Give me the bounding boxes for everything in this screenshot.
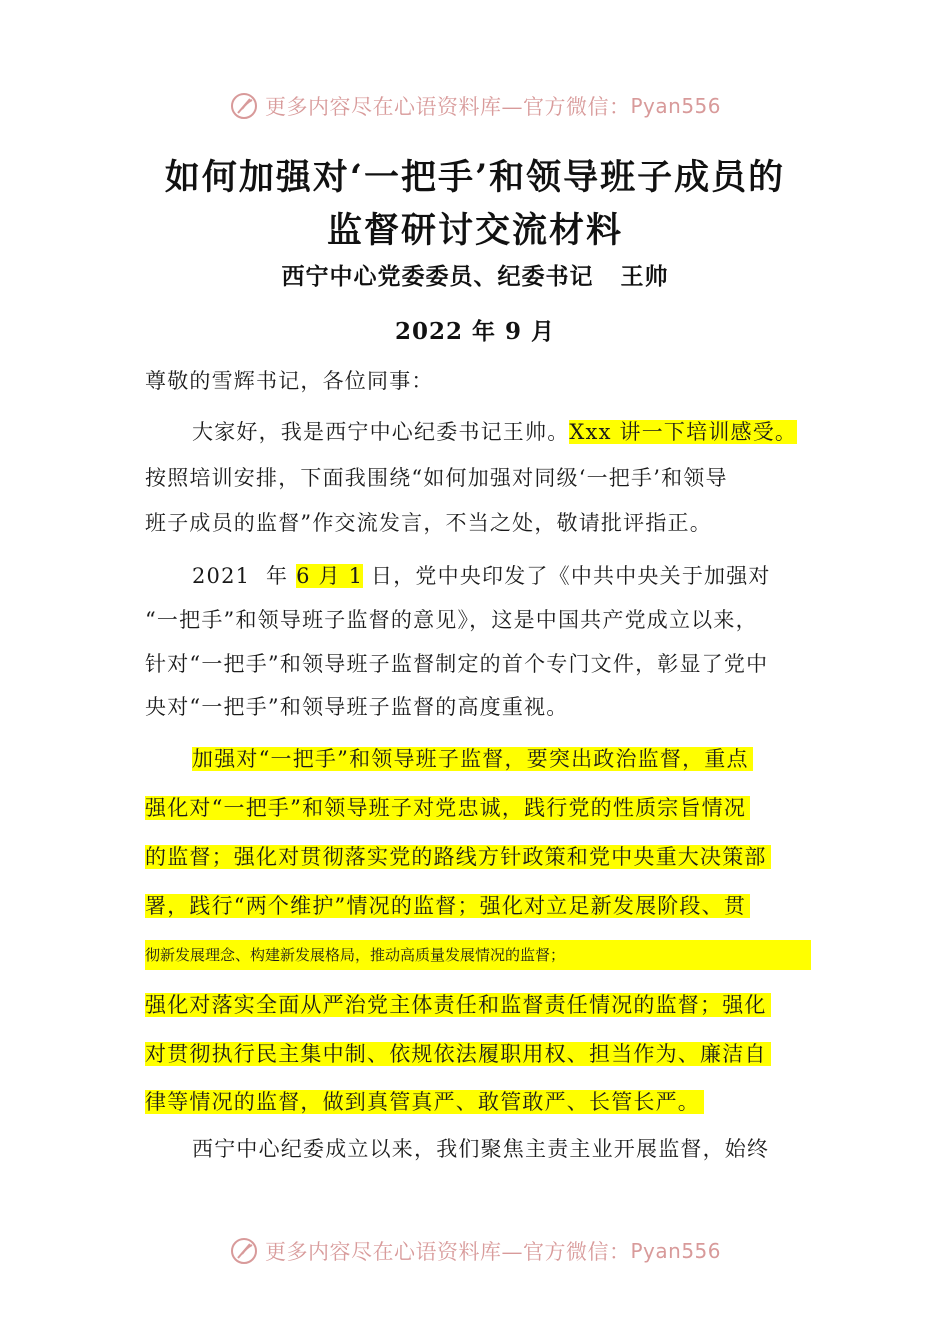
paragraph-3-line-1 — [192, 744, 753, 774]
paragraph-3-line-4 — [145, 891, 750, 921]
paragraph-3-line-6 — [145, 990, 771, 1020]
highlighted-text: 的监督；强化对贯彻落实党的路线方针政策和党中央重大决策部 — [145, 845, 771, 869]
highlighted-text: 强化对落实全面从严治党主体责任和监督责任情况的监督；强化 — [145, 993, 771, 1017]
highlighted-text: 彻新发展理念、构建新发展格局，推动高质量发展情况的监督； — [145, 940, 811, 970]
text-span: 2021 年 — [192, 564, 297, 588]
paragraph-1-line-1 — [192, 417, 797, 447]
date-line: 2022 年 9 月 — [394, 318, 556, 345]
salutation: 尊敬的雪辉书记，各位同事： — [145, 369, 434, 393]
highlighted-text: Xxx 讲一下培训感受。 — [569, 420, 798, 444]
watermark-header — [0, 91, 950, 121]
watermark-wechat-id: Pyan556 — [630, 1239, 721, 1263]
watermark-text: 更多内容尽在心语资料库—官方微信： — [264, 95, 631, 119]
paragraph-3-line-2 — [145, 793, 750, 823]
paragraph-2-line-3: 针对“一把手”和领导班子监督制定的首个专门文件，彰显了党中 — [145, 652, 769, 676]
watermark-footer — [0, 1236, 950, 1266]
highlighted-date: 6 月 1 — [296, 564, 364, 588]
title-line-1: 如何加强对‘一把手’和领导班子成员的 — [164, 157, 786, 198]
paragraph-4-line-1: 西宁中心纪委成立以来，我们聚焦主责主业开展监督，始终 — [192, 1137, 770, 1161]
text-span: 大家好，我是西宁中心纪委书记王帅。 — [192, 420, 570, 444]
highlighted-text: 对贯彻执行民主集中制、依规依法履职用权、担当作为、廉洁自 — [145, 1042, 771, 1066]
paragraph-2-line-1 — [192, 561, 771, 591]
paragraph-1-line-2: 按照培训安排，下面我围绕“如何加强对同级‘一把手’和领导 — [145, 466, 728, 490]
highlighted-text: 强化对“一把手”和领导班子对党忠诚，践行党的性质宗旨情况 — [145, 796, 750, 820]
title-line-2: 监督研讨交流材料 — [326, 210, 623, 251]
text-span: 日，党中央印发了《中共中央关于加强对 — [363, 564, 771, 588]
highlighted-text: 律等情况的监督，做到真管真严、敢管敢严、长管长严。 — [145, 1090, 704, 1114]
highlighted-text: 署，践行“两个维护”情况的监督；强化对立足新发展阶段、贯 — [145, 894, 750, 918]
paragraph-3-line-8 — [145, 1087, 704, 1117]
quill-logo-icon — [229, 1236, 259, 1266]
quill-logo-icon — [229, 91, 259, 121]
paragraph-1-line-3: 班子成员的监督”作交流发言，不当之处，敬请批评指正。 — [145, 511, 712, 535]
watermark-wechat-id: Pyan556 — [630, 94, 721, 118]
watermark-text: 更多内容尽在心语资料库—官方微信： — [264, 1240, 631, 1264]
paragraph-3-line-3 — [145, 842, 771, 872]
paragraph-3-line-5 — [145, 938, 811, 970]
paragraph-3-line-7 — [145, 1039, 771, 1069]
paragraph-2-line-2: “一把手”和领导班子监督的意见》，这是中国共产党成立以来， — [145, 608, 758, 632]
author-line: 西宁中心党委委员、纪委书记 王帅 — [281, 263, 669, 290]
paragraph-2-line-4: 央对“一把手”和领导班子监督的高度重视。 — [145, 695, 569, 719]
highlighted-text: 加强对“一把手”和领导班子监督，要突出政治监督，重点 — [192, 747, 753, 771]
